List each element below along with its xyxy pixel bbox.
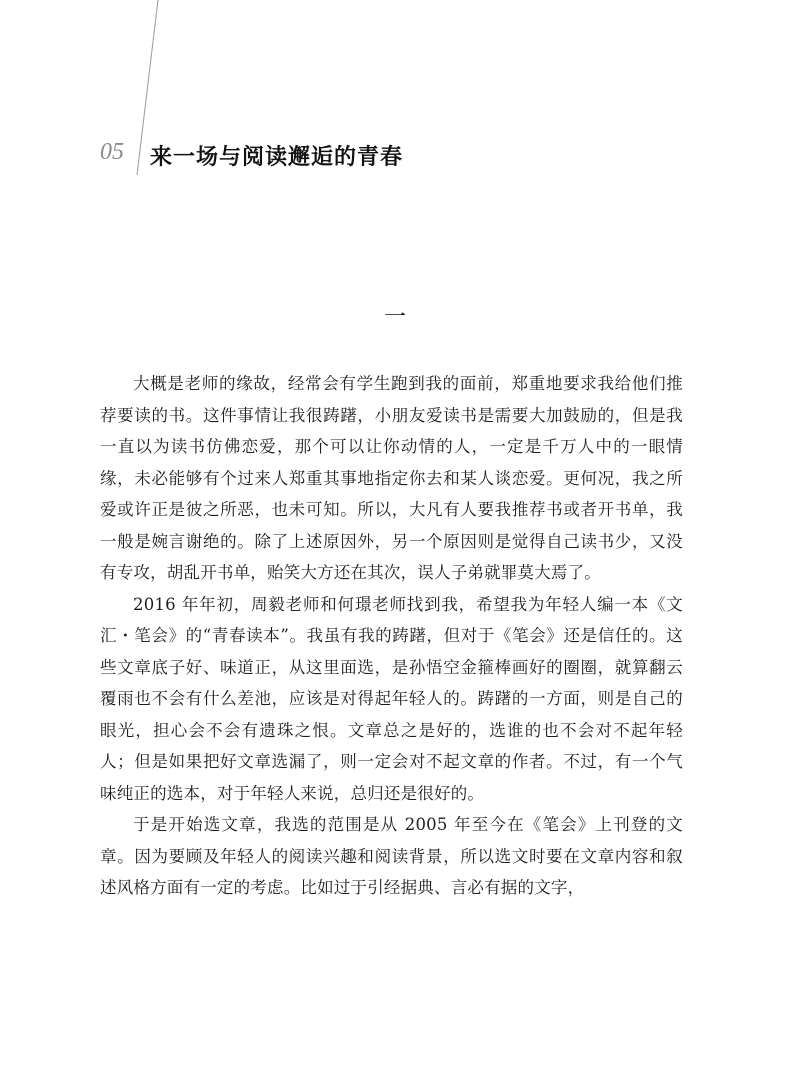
paragraph-3: 于是开始选文章，我选的范围是从 2005 年至今在《笔会》上刊登的文章。因为要顾及年轻人的阅读兴趣和阅读背景，所以选文时要在文章内容和叙述风格方面有一定的考虑。比如过于引经据典、言必有据的文字，	[100, 815, 683, 897]
paragraph-1: 大概是老师的缘故，经常会有学生跑到我的面前，郑重地要求我给他们推荐要读的书。这件事情让我很踌躇，小朋友爱读书是需要大加鼓励的，但是我一直以为读书仿佛恋爱，那个可以让你动情的人，一定是千万人中的一眼情缘，未必能够有个过来人郑重其事地指定你去和某人谈恋爱。更何况，我之所爱或许正是彼之所恶，也未可知。所以，大凡有人要我推荐书或者开书单，我一般是婉言谢绝的。除了上述原因外，另一个原因则是觉得自己读书少，又没有专攻，胡乱开书单，贻笑大方还在其次，误人子弟就罪莫大焉了。	[100, 374, 683, 582]
chapter-title: 来一场与阅读邂逅的青春	[150, 144, 404, 170]
chapter-number: 05	[100, 139, 124, 165]
body-text	[100, 368, 683, 904]
section-number: 一	[383, 305, 406, 330]
paragraph-2: 2016 年年初，周毅老师和何璟老师找到我，希望我为年轻人编一本《文汇・笔会》的“青春读本”。我虽有我的踌躇，但对于《笔会》还是信任的。这些文章底子好、味道正，从这里面选，是孙悟空金箍棒画好的圈圈，就算翻云覆雨也不会有什么差池，应该是对得起年轻人的。踌躇的一方面，则是自己的眼光，担心会不会有遗珠之恨。文章总之是好的，选谁的也不会对不起年轻人；但是如果把好文章选漏了，则一定会对不起文章的作者。不过，有一个气味纯正的选本，对于年轻人来说，总归还是很好的。	[100, 594, 683, 803]
